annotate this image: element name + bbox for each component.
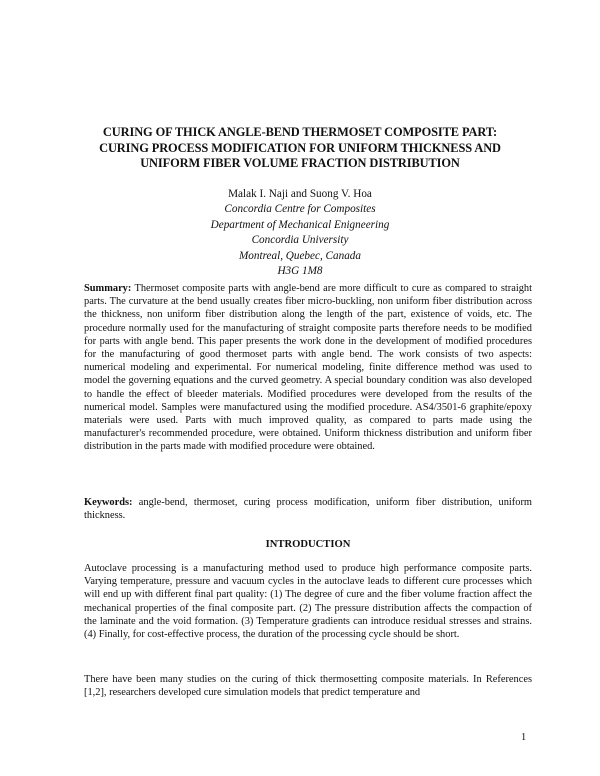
affiliation-postal-code: H3G 1M8 xyxy=(277,265,323,278)
title-line-3: UNIFORM FIBER VOLUME FRACTION DISTRIBUTION xyxy=(140,156,460,170)
section-heading-introduction: INTRODUCTION xyxy=(265,539,351,550)
introduction-paragraph-1: Autoclave processing is a manufacturing method used to produce high performance composite parts. Varying temperature, pressure and vacuum cycles in the autoclave leads to different cure processes which will end up with different final part quality: (1) The degree of cure and the fiber volume fraction affect the mechanical properties of the final composite part. (2) The pressure distribution affects the compaction of the laminate and the void formation. (3) Temperature gradients can introduce residual stresses and strains. (4) Finally, for cost-effective process, the duration of the processing cycle should be short. xyxy=(84,563,532,641)
page-number: 1 xyxy=(521,732,527,743)
keywords xyxy=(84,496,532,522)
author-block xyxy=(100,187,500,279)
summary-label: Summary: xyxy=(84,283,132,294)
introduction-paragraph-2: There have been many studies on the curing of thick thermosetting composite materials. In References [1,2], researchers developed cure simulation models that predict temperature and xyxy=(84,674,532,699)
paper-title xyxy=(60,125,540,172)
summary-text: Thermoset composite parts with angle-bend are more difficult to cure as compared to straight parts. The curvature at the bend usually creates fiber micro-buckling, non uniform fiber distribution across the thickness, non uniform fiber distribution along the length of the part, existence of voids, etc. The procedure normally used for the manufacturing of straight composite parts therefore needs to be modified for parts with angle bend. This paper presents the work done in the development of modified procedures for the manufacturing of good thermoset parts with angle bend. The work consists of two aspects: numerical modeling and experimental. For numerical modeling, finite difference method was used to model the governing equations and the curved geometry. A special boundary condition was also developed to handle the effect of bleeder materials. Modified procedures were developed from the results of the numerical model. Samples were manufactured using the modified procedure. AS4/3501-6 graphite/epoxy materials were used. Parts with much improved quality, as compared to parts made using the manufacturer's recommended procedure, were obtained. Uniform thickness distribution and uniform fiber distribution in the parts made with modified procedure were obtained. xyxy=(84,283,532,453)
affiliation-centre: Concordia Centre for Composites xyxy=(224,203,376,216)
affiliation-university: Concordia University xyxy=(251,234,349,247)
affiliation-department: Department of Mechanical Enigneering xyxy=(210,218,390,231)
title-line-1: CURING OF THICK ANGLE-BEND THERMOSET COMPOSITE PART: xyxy=(102,125,498,139)
summary-abstract xyxy=(84,282,532,454)
author-names: Malak I. Naji and Suong V. Hoa xyxy=(228,188,372,200)
title-line-2: CURING PROCESS MODIFICATION FOR UNIFORM THICKNESS AND xyxy=(99,140,501,155)
affiliation-city: Montreal, Quebec, Canada xyxy=(238,249,361,262)
keywords-label: Keywords: xyxy=(84,497,133,508)
keywords-text: angle-bend, thermoset, curing process modification, uniform fiber distribution, uniform thickness. xyxy=(84,497,532,522)
